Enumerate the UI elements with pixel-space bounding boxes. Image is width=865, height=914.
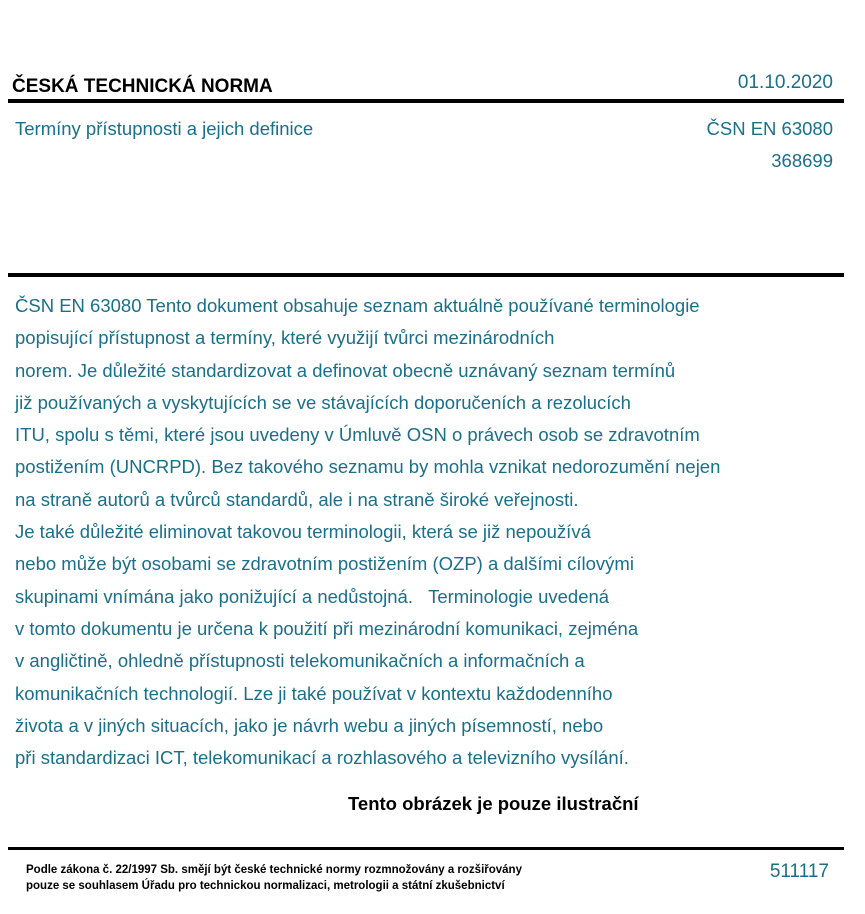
publication-date: 01.10.2020	[737, 72, 833, 93]
legal-notice	[26, 862, 522, 894]
standard-code: ČSN EN 63080	[706, 118, 833, 139]
abstract-line: života a v jiných situacích, jako je návrh webu a jiných písemností, nebo	[15, 714, 604, 736]
classification-number: 368699	[771, 150, 833, 171]
abstract-line: postižením (UNCRPD). Bez takového seznamu by mohla vznikat nedorozumění nejen	[15, 456, 721, 478]
document-subtitle: Termíny přístupnosti a jejich definice	[15, 118, 314, 139]
abstract-text	[15, 290, 845, 774]
order-number: 511117	[769, 861, 829, 882]
illustration-note: Tento obrázek je pouze ilustrační	[348, 793, 639, 814]
abstract-line: popisující přístupnost a termíny, které využijí tvůrci mezinárodních	[15, 327, 555, 349]
abstract-line: na straně autorů a tvůrců standardů, ale i na straně široké veřejnosti.	[15, 488, 579, 510]
legal-notice-line: pouze se souhlasem Úřadu pro technickou normalizaci, metrologii a státní zkušebnictví	[26, 880, 505, 892]
legal-notice-line: Podle zákona č. 22/1997 Sb. smějí být české technické normy rozmnožovány a rozšiřovány	[26, 864, 522, 876]
abstract-line: již používaných a vyskytujících se ve stávajících doporučeních a rezolucích	[15, 391, 631, 413]
abstract-line: v tomto dokumentu je určena k použití při mezinárodní komunikaci, zejména	[15, 617, 639, 639]
abstract-line: ITU, spolu s těmi, které jsou uvedeny v Úmluvě OSN o právech osob se zdravotním	[15, 424, 700, 446]
abstract-line: při standardizaci ICT, telekomunikací a rozhlasového a televizního vysílání.	[15, 747, 629, 769]
abstract-line: v angličtině, ohledně přístupnosti telekomunikačních a informačních a	[15, 650, 585, 672]
footer-rule	[8, 847, 844, 850]
abstract-line: norem. Je důležité standardizovat a definovat obecně uznávaný seznam termínů	[15, 359, 676, 381]
abstract-line: nebo může být osobami se zdravotním postižením (OZP) a dalšími cílovými	[15, 553, 634, 575]
abstract-line: komunikačních technologií. Lze ji také používat v kontextu každodenního	[15, 682, 613, 704]
abstract-line: skupinami vnímána jako ponižující a nedůstojná. Terminologie uvedená	[15, 585, 610, 607]
document-header-title: ČESKÁ TECHNICKÁ NORMA	[12, 76, 273, 97]
abstract-line: ČSN EN 63080 Tento dokument obsahuje seznam aktuálně používané terminologie	[15, 295, 700, 316]
header-rule	[8, 99, 844, 103]
abstract-line: Je také důležité eliminovat takovou terminologii, která se již nepoužívá	[15, 521, 591, 543]
section-rule	[8, 273, 844, 277]
